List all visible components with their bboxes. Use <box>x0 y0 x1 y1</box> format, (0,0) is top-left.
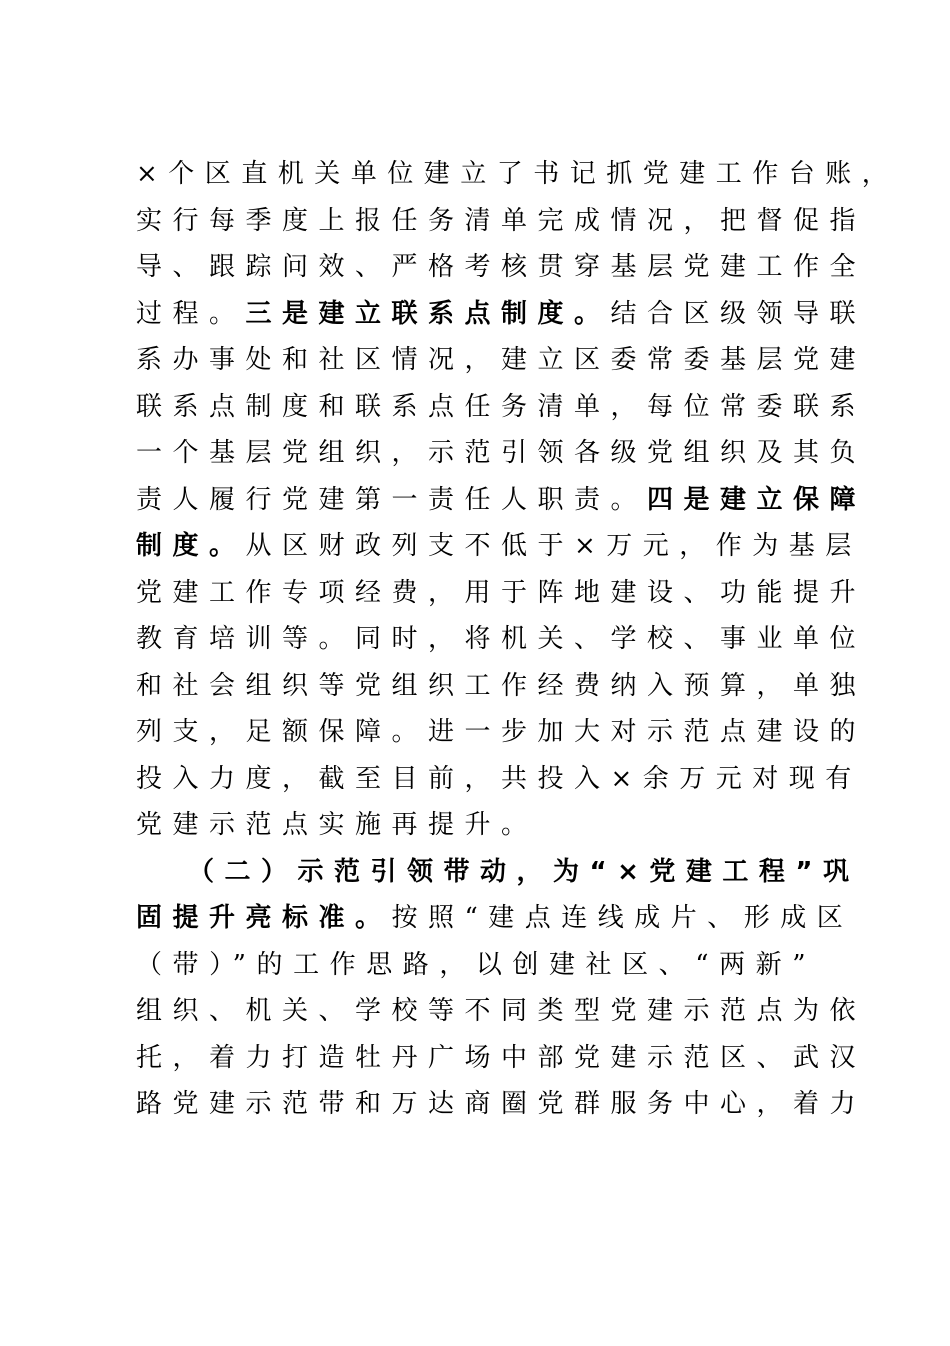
text-line: ×个区直机关单位建立了书记抓党建工作台账， <box>136 159 899 189</box>
bold-heading-run: 固提升亮标准。 <box>136 903 392 933</box>
text-line: 教育培训等。同时，将机关、学校、事业单位 <box>136 624 867 654</box>
text-run: 结合区级领导联 <box>610 298 867 329</box>
text-line <box>136 895 854 942</box>
text-run: 过程。 <box>136 298 246 329</box>
text-line: 党建工作专项经费，用于阵地建设、功能提升 <box>136 577 867 608</box>
text-line: 系办事处和社区情况，建立区委常委基层党建 <box>136 345 867 375</box>
text-line: 导、跟踪问效、严格考核贯穿基层党建工作全 <box>136 252 867 282</box>
text-line: 实行每季度上报任务清单完成情况，把督促指 <box>136 205 867 236</box>
text-line: 党建示范点实施再提升。 <box>136 810 538 840</box>
paragraph-2 <box>136 849 867 1128</box>
section-heading-line: （二）示范引领带动，为“×党建工程”巩 <box>188 856 860 887</box>
text-line: 列支，足额保障。进一步加大对示范点建设的 <box>136 717 867 747</box>
text-line: 和社会组织等党组织工作经费纳入预算，单独 <box>136 670 867 701</box>
text-run: 责人履行党建第一责任人职责。 <box>136 484 648 515</box>
bold-heading-run: 四是建立保障 <box>647 484 867 515</box>
text-line <box>136 523 862 570</box>
document-body <box>136 151 899 1128</box>
text-line: 一个基层党组织，示范引领各级党组织及其负 <box>136 438 867 468</box>
bold-heading-run: 制度。 <box>136 531 246 561</box>
text-line: 托，着力打造牡丹广场中部党建示范区、武汉 <box>136 1042 867 1073</box>
bold-heading-run: 三是建立联系点制度。 <box>245 298 611 329</box>
text-run: 按照“建点连线成片、形成区 <box>391 903 854 933</box>
text-line: 联系点制度和联系点任务清单，每位常委联系 <box>136 391 867 422</box>
text-line: 组织、机关、学校等不同类型党建示范点为依 <box>136 996 867 1026</box>
text-line: 路党建示范带和万达商圈党群服务中心，着力 <box>136 1089 867 1119</box>
text-line: （带）”的工作思路，以创建社区、“两新” <box>136 949 816 980</box>
text-run: 从区财政列支不低于×万元，作为基层 <box>245 531 862 561</box>
text-line <box>136 477 867 524</box>
text-line <box>136 291 867 338</box>
text-line: 投入力度，截至目前，共投入×余万元对现有 <box>136 763 862 794</box>
paragraph-1 <box>136 151 899 849</box>
